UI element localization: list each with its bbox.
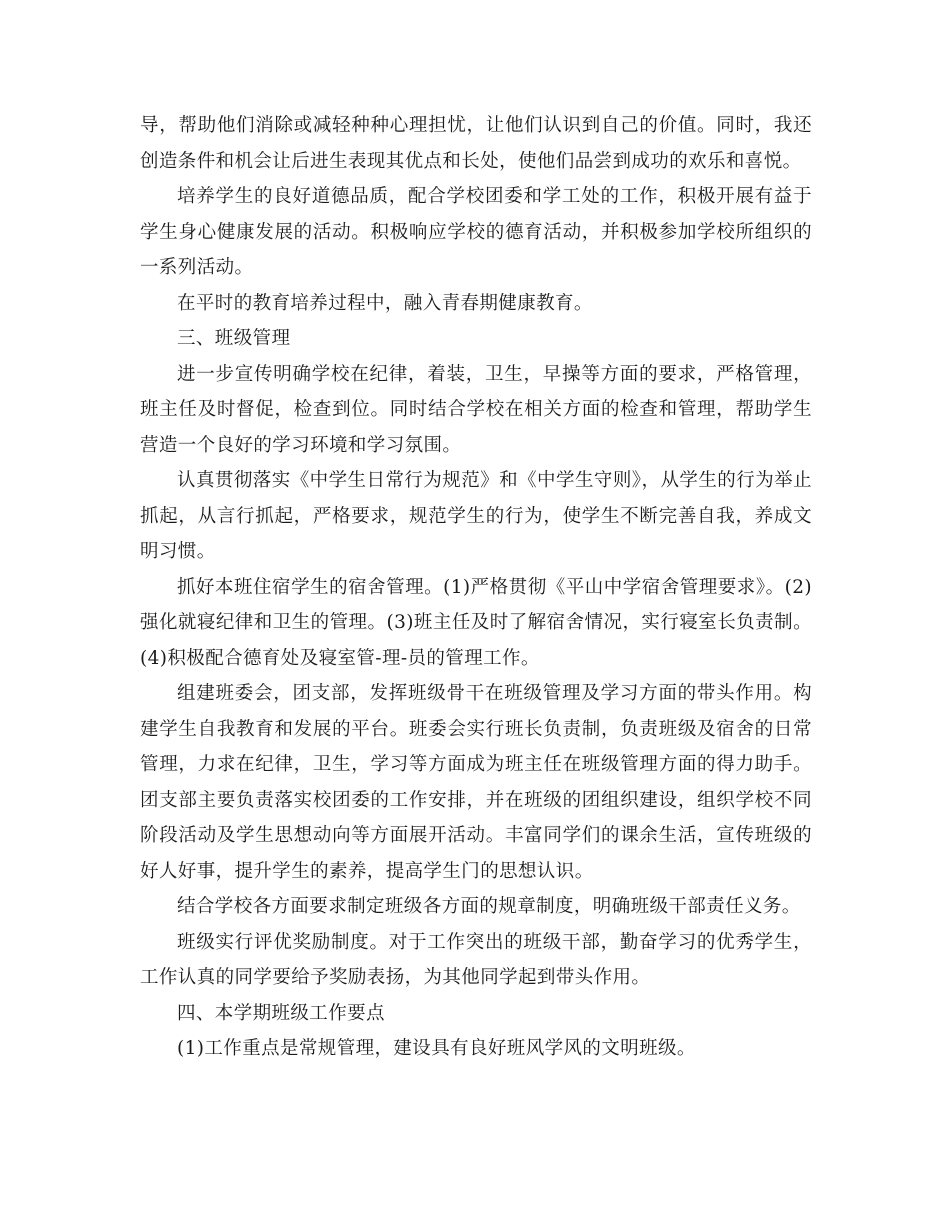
paragraph-rewards: 班级实行评优奖励制度。对于工作突出的班级干部，勤奋学习的优秀学生，工作认真的同学要给予奖励表扬，为其他同学起到带头作用。	[140, 931, 812, 988]
paragraph-rules: 结合学校各方面要求制定班级各方面的规章制度，明确班级干部责任义务。	[177, 896, 801, 917]
paragraph-dormitory: 抓好本班住宿学生的宿舍管理。(1)严格贯彻《平山中学宿舍管理要求》。(2)强化就寝纪律和卫生的管理。(3)班主任及时了解宿舍情况，实行寝室长负责制。(4)积极配合德育处及寝室管-理-员的管理工作。	[140, 576, 812, 669]
section-heading-class-management: 三、班级管理	[177, 328, 291, 349]
paragraph-discipline: 进一步宣传明确学校在纪律，着装，卫生，早操等方面的要求，严格管理，班主任及时督促，检查到位。同时结合学校在相关方面的检查和管理，帮助学生营造一个良好的学习环境和学习氛围。	[140, 363, 812, 456]
paragraph-class-committee: 组建班委会，团支部，发挥班级骨干在班级管理及学习方面的带头作用。构建学生自我教育和发展的平台。班委会实行班长负责制，负责班级及宿舍的日常管理，力求在纪律，卫生，学习等方面成为班主任在班级管理方面的得力助手。团支部主要负责落实校团委的工作安排，并在班级的团组织建设，组织学校不同阶段活动及学生思想动向等方面展开活动。丰富同学们的课余生活，宣传班级的好人好事，提升学生的素养，提高学生门的思想认识。	[140, 683, 812, 882]
paragraph-continuation: 导，帮助他们消除或减轻种种心理担忧，让他们认识到自己的价值。同时，我还创造条件和机会让后进生表现其优点和长处，使他们品尝到成功的欢乐和喜悦。	[140, 115, 812, 172]
paragraph-code-of-conduct: 认真贯彻落实《中学生日常行为规范》和《中学生守则》，从学生的行为举止抓起，从言行抓起，严格要求，规范学生的行为，使学生不断完善自我，养成文明习惯。	[140, 470, 812, 562]
section-heading-key-points: 四、本学期班级工作要点	[177, 1002, 385, 1024]
document-body	[140, 108, 812, 1067]
paragraph-key-point-1: (1)工作重点是常规管理，建设具有良好班风学风的文明班级。	[177, 1038, 696, 1059]
paragraph-moral-education: 培养学生的良好道德品质，配合学校团委和学工处的工作，积极开展有益于学生身心健康发展的活动。积极响应学校的德育活动，并积极参加学校所组织的一系列活动。	[140, 186, 812, 278]
paragraph-health-education: 在平时的教育培养过程中，融入青春期健康教育。	[177, 292, 593, 314]
